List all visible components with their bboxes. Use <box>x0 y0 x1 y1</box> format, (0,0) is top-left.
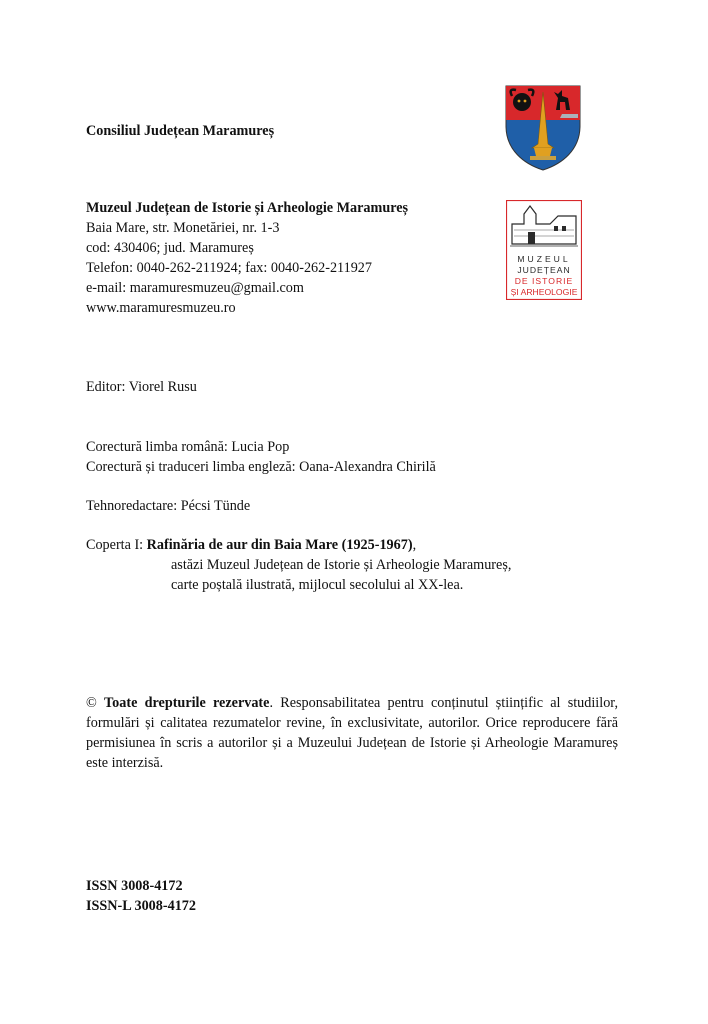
cover-label: Coperta I: <box>86 537 147 553</box>
museum-code: cod: 430406; jud. Maramureș <box>86 240 254 256</box>
copyright-symbol: © <box>86 695 104 711</box>
museum-address: Baia Mare, str. Monetăriei, nr. 1-3 <box>86 220 280 236</box>
issn: ISSN 3008-4172 <box>86 878 183 894</box>
cover-line-3: carte poștală ilustrată, mijlocul secolului al XX-lea. <box>171 577 464 593</box>
logo-line-3: DE ISTORIE <box>514 276 574 286</box>
maramures-coat-of-arms-icon <box>504 84 582 172</box>
museum-website: www.maramuresmuzeu.ro <box>86 300 236 316</box>
museum-logo-text <box>506 254 582 298</box>
museum-email: e-mail: maramuresmuzeu@gmail.com <box>86 280 304 296</box>
rights-text: . Responsabilitatea pentru conținutul științific al studiilor, formulări și calitatea rezumatelor revine, în exclusivitate, autorilor. Orice reproducere fără permisiunea în scris a autorilor și a Muzeului Județean de Istorie și Arheologie Maramureș este interzisă. <box>86 695 618 771</box>
rights-reserved: Toate drepturile rezervate <box>104 695 270 711</box>
rights-notice <box>86 693 618 773</box>
cover-title-suffix: , <box>412 537 417 553</box>
council-name: Consiliul Județean Maramureș <box>86 123 275 139</box>
logo-line-4: ȘI ARHEOLOGIE <box>510 287 578 297</box>
cover-title: Rafinăria de aur din Baia Mare (1925-1967) <box>146 537 413 553</box>
museum-contact-block <box>86 198 408 318</box>
correction-english: Corectură și traduceri limba engleză: Oana-Alexandra Chirilă <box>86 459 436 475</box>
corrections-block <box>86 437 436 477</box>
typesetting-line: Tehnoredactare: Pécsi Tünde <box>86 498 251 514</box>
museum-name: Muzeul Județean de Istorie și Arheologie Maramureș <box>86 200 409 216</box>
cover-line-2: astăzi Muzeul Județean de Istorie și Arheologie Maramureș, <box>171 557 512 573</box>
logo-line-1: MUZEUL <box>517 254 571 264</box>
correction-romanian: Corectură limba română: Lucia Pop <box>86 439 290 455</box>
issn-l: ISSN-L 3008-4172 <box>86 898 196 914</box>
cover-description <box>86 535 546 595</box>
museum-phone: Telefon: 0040-262-211924; fax: 0040-262-211927 <box>86 260 372 276</box>
logo-line-2: JUDEȚEAN <box>517 265 571 275</box>
issn-block <box>86 876 196 916</box>
editor-line: Editor: Viorel Rusu <box>86 379 197 395</box>
